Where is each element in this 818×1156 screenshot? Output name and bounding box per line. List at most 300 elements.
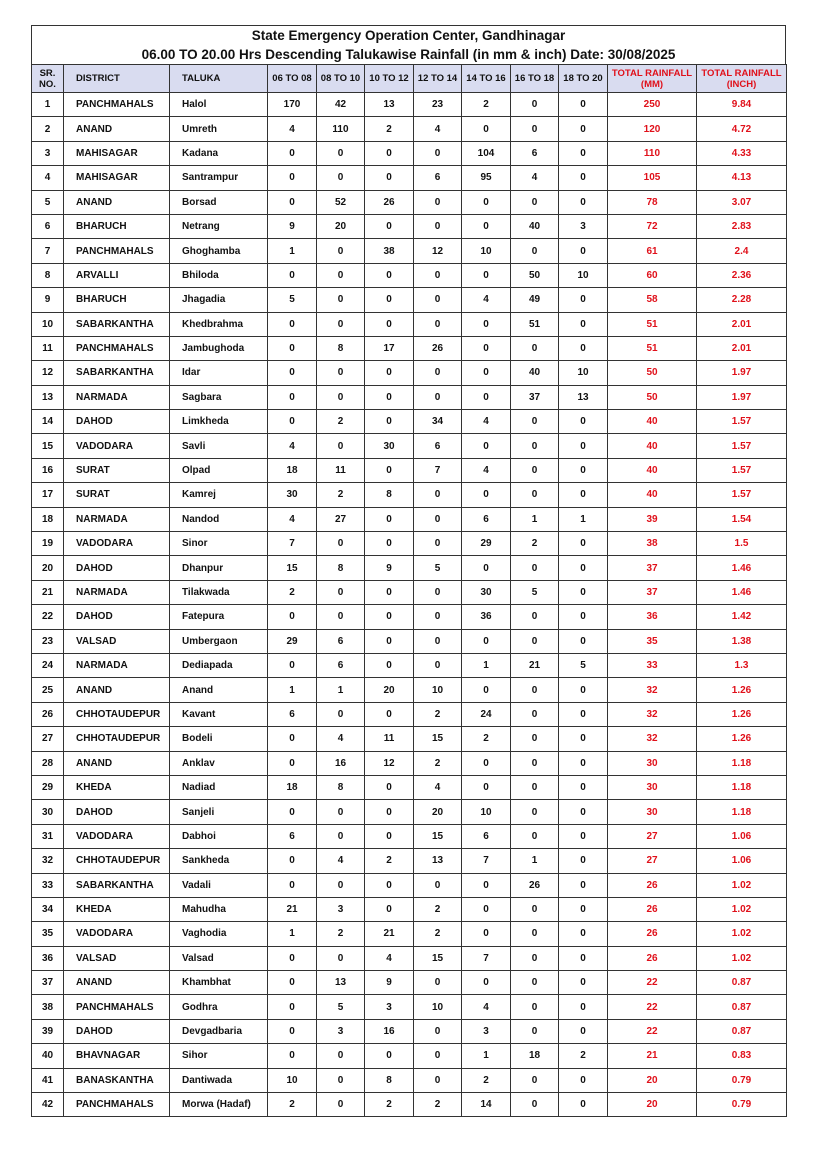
cell-08-to-10: 11 xyxy=(317,458,365,482)
cell-14-to-16: 95 xyxy=(462,166,511,190)
cell-total-inch: 1.42 xyxy=(697,605,787,629)
cell-taluka: Ghoghamba xyxy=(170,239,268,263)
cell-06-to-08: 0 xyxy=(268,1044,317,1068)
cell-16-to-18: 4 xyxy=(511,166,559,190)
cell-total-mm: 27 xyxy=(608,824,697,848)
cell-sr-no: 40 xyxy=(32,1044,64,1068)
cell-total-inch: 2.28 xyxy=(697,288,787,312)
cell-08-to-10: 13 xyxy=(317,971,365,995)
table-row xyxy=(32,678,787,702)
cell-14-to-16: 2 xyxy=(462,727,511,751)
cell-taluka: Jhagadia xyxy=(170,288,268,312)
cell-sr-no: 20 xyxy=(32,556,64,580)
cell-taluka: Borsad xyxy=(170,190,268,214)
cell-10-to-12: 0 xyxy=(365,580,414,604)
cell-16-to-18: 0 xyxy=(511,1093,559,1117)
cell-14-to-16: 4 xyxy=(462,288,511,312)
cell-08-to-10: 0 xyxy=(317,312,365,336)
cell-sr-no: 9 xyxy=(32,288,64,312)
cell-taluka: Anklav xyxy=(170,751,268,775)
cell-district: DAHOD xyxy=(64,800,170,824)
cell-10-to-12: 0 xyxy=(365,873,414,897)
cell-sr-no: 35 xyxy=(32,922,64,946)
cell-14-to-16: 3 xyxy=(462,1019,511,1043)
cell-sr-no: 41 xyxy=(32,1068,64,1092)
table-row xyxy=(32,873,787,897)
cell-total-mm: 40 xyxy=(608,458,697,482)
cell-12-to-14: 23 xyxy=(414,93,462,117)
cell-taluka: Sinor xyxy=(170,532,268,556)
cell-16-to-18: 0 xyxy=(511,995,559,1019)
cell-08-to-10: 0 xyxy=(317,288,365,312)
cell-18-to-20: 0 xyxy=(559,117,608,141)
cell-08-to-10: 52 xyxy=(317,190,365,214)
cell-14-to-16: 2 xyxy=(462,93,511,117)
cell-district: DAHOD xyxy=(64,410,170,434)
cell-10-to-12: 0 xyxy=(365,824,414,848)
cell-sr-no: 36 xyxy=(32,946,64,970)
cell-10-to-12: 8 xyxy=(365,483,414,507)
cell-sr-no: 38 xyxy=(32,995,64,1019)
cell-16-to-18: 1 xyxy=(511,849,559,873)
cell-total-inch: 1.3 xyxy=(697,653,787,677)
cell-14-to-16: 0 xyxy=(462,873,511,897)
cell-sr-no: 17 xyxy=(32,483,64,507)
cell-12-to-14: 0 xyxy=(414,605,462,629)
cell-10-to-12: 0 xyxy=(365,702,414,726)
cell-12-to-14: 0 xyxy=(414,288,462,312)
cell-sr-no: 27 xyxy=(32,727,64,751)
cell-06-to-08: 0 xyxy=(268,166,317,190)
cell-14-to-16: 36 xyxy=(462,605,511,629)
cell-district: ANAND xyxy=(64,971,170,995)
cell-12-to-14: 2 xyxy=(414,751,462,775)
cell-taluka: Halol xyxy=(170,93,268,117)
cell-district: BHARUCH xyxy=(64,288,170,312)
cell-14-to-16: 0 xyxy=(462,897,511,921)
cell-16-to-18: 0 xyxy=(511,556,559,580)
cell-taluka: Umreth xyxy=(170,117,268,141)
cell-18-to-20: 2 xyxy=(559,1044,608,1068)
cell-16-to-18: 0 xyxy=(511,775,559,799)
cell-total-inch: 1.18 xyxy=(697,800,787,824)
header-18-to-20: 18 TO 20 xyxy=(559,65,608,93)
cell-14-to-16: 0 xyxy=(462,922,511,946)
cell-08-to-10: 0 xyxy=(317,239,365,263)
cell-18-to-20: 0 xyxy=(559,702,608,726)
cell-district: PANCHMAHALS xyxy=(64,93,170,117)
cell-total-mm: 60 xyxy=(608,263,697,287)
cell-06-to-08: 0 xyxy=(268,751,317,775)
cell-district: DAHOD xyxy=(64,556,170,580)
cell-12-to-14: 15 xyxy=(414,824,462,848)
table-row xyxy=(32,166,787,190)
cell-total-inch: 1.5 xyxy=(697,532,787,556)
cell-total-inch: 1.02 xyxy=(697,922,787,946)
cell-taluka: Sagbara xyxy=(170,385,268,409)
cell-16-to-18: 6 xyxy=(511,141,559,165)
cell-18-to-20: 0 xyxy=(559,239,608,263)
cell-18-to-20: 0 xyxy=(559,288,608,312)
cell-taluka: Santrampur xyxy=(170,166,268,190)
cell-total-inch: 9.84 xyxy=(697,93,787,117)
cell-18-to-20: 0 xyxy=(559,775,608,799)
cell-12-to-14: 0 xyxy=(414,507,462,531)
table-row xyxy=(32,995,787,1019)
cell-total-inch: 1.97 xyxy=(697,385,787,409)
header-total-inch: TOTAL RAINFALL (INCH) xyxy=(697,65,787,93)
cell-district: NARMADA xyxy=(64,507,170,531)
cell-taluka: Savli xyxy=(170,434,268,458)
cell-total-mm: 72 xyxy=(608,214,697,238)
cell-06-to-08: 170 xyxy=(268,93,317,117)
cell-18-to-20: 0 xyxy=(559,629,608,653)
table-row xyxy=(32,93,787,117)
cell-16-to-18: 2 xyxy=(511,532,559,556)
table-row xyxy=(32,336,787,360)
cell-taluka: Kavant xyxy=(170,702,268,726)
cell-16-to-18: 0 xyxy=(511,117,559,141)
cell-taluka: Sihor xyxy=(170,1044,268,1068)
cell-total-mm: 30 xyxy=(608,751,697,775)
cell-district: PANCHMAHALS xyxy=(64,995,170,1019)
cell-18-to-20: 0 xyxy=(559,751,608,775)
cell-18-to-20: 0 xyxy=(559,556,608,580)
cell-sr-no: 6 xyxy=(32,214,64,238)
cell-16-to-18: 0 xyxy=(511,971,559,995)
cell-total-inch: 1.02 xyxy=(697,873,787,897)
cell-16-to-18: 0 xyxy=(511,483,559,507)
cell-08-to-10: 6 xyxy=(317,653,365,677)
cell-total-inch: 0.87 xyxy=(697,971,787,995)
cell-district: DAHOD xyxy=(64,605,170,629)
cell-10-to-12: 3 xyxy=(365,995,414,1019)
cell-08-to-10: 8 xyxy=(317,775,365,799)
cell-08-to-10: 0 xyxy=(317,1044,365,1068)
cell-district: BHARUCH xyxy=(64,214,170,238)
cell-district: SABARKANTHA xyxy=(64,361,170,385)
cell-sr-no: 19 xyxy=(32,532,64,556)
cell-06-to-08: 0 xyxy=(268,971,317,995)
cell-total-inch: 2.83 xyxy=(697,214,787,238)
table-row xyxy=(32,507,787,531)
cell-district: SURAT xyxy=(64,483,170,507)
cell-08-to-10: 16 xyxy=(317,751,365,775)
cell-08-to-10: 1 xyxy=(317,678,365,702)
title-line-1: State Emergency Operation Center, Gandhinagar xyxy=(251,28,566,43)
cell-16-to-18: 1 xyxy=(511,507,559,531)
header-10-to-12: 10 TO 12 xyxy=(365,65,414,93)
cell-sr-no: 28 xyxy=(32,751,64,775)
table-row xyxy=(32,605,787,629)
cell-08-to-10: 0 xyxy=(317,385,365,409)
cell-12-to-14: 0 xyxy=(414,483,462,507)
cell-06-to-08: 0 xyxy=(268,946,317,970)
cell-06-to-08: 2 xyxy=(268,1093,317,1117)
cell-total-inch: 1.46 xyxy=(697,556,787,580)
cell-total-inch: 1.26 xyxy=(697,678,787,702)
cell-taluka: Khedbrahma xyxy=(170,312,268,336)
cell-taluka: Mahudha xyxy=(170,897,268,921)
cell-18-to-20: 0 xyxy=(559,727,608,751)
cell-total-mm: 61 xyxy=(608,239,697,263)
cell-10-to-12: 30 xyxy=(365,434,414,458)
cell-total-inch: 1.06 xyxy=(697,849,787,873)
cell-12-to-14: 2 xyxy=(414,702,462,726)
header-sr-no: SR. NO. xyxy=(32,65,64,93)
cell-06-to-08: 0 xyxy=(268,263,317,287)
cell-14-to-16: 0 xyxy=(462,336,511,360)
cell-total-inch: 1.46 xyxy=(697,580,787,604)
cell-14-to-16: 0 xyxy=(462,190,511,214)
cell-14-to-16: 10 xyxy=(462,239,511,263)
cell-08-to-10: 0 xyxy=(317,1068,365,1092)
cell-sr-no: 10 xyxy=(32,312,64,336)
cell-16-to-18: 37 xyxy=(511,385,559,409)
cell-10-to-12: 0 xyxy=(365,629,414,653)
cell-10-to-12: 0 xyxy=(365,775,414,799)
cell-taluka: Vaghodia xyxy=(170,922,268,946)
cell-06-to-08: 0 xyxy=(268,653,317,677)
cell-14-to-16: 0 xyxy=(462,678,511,702)
cell-08-to-10: 0 xyxy=(317,141,365,165)
cell-12-to-14: 0 xyxy=(414,653,462,677)
cell-14-to-16: 104 xyxy=(462,141,511,165)
cell-total-mm: 36 xyxy=(608,605,697,629)
cell-10-to-12: 0 xyxy=(365,507,414,531)
cell-taluka: Idar xyxy=(170,361,268,385)
cell-taluka: Dediapada xyxy=(170,653,268,677)
cell-06-to-08: 0 xyxy=(268,727,317,751)
cell-16-to-18: 0 xyxy=(511,1019,559,1043)
table-row xyxy=(32,727,787,751)
cell-08-to-10: 0 xyxy=(317,361,365,385)
cell-total-inch: 1.18 xyxy=(697,751,787,775)
header-taluka: TALUKA xyxy=(170,65,268,93)
cell-sr-no: 16 xyxy=(32,458,64,482)
cell-total-inch: 0.79 xyxy=(697,1068,787,1092)
cell-18-to-20: 3 xyxy=(559,214,608,238)
table-row xyxy=(32,361,787,385)
cell-18-to-20: 0 xyxy=(559,800,608,824)
table-row xyxy=(32,824,787,848)
cell-16-to-18: 49 xyxy=(511,288,559,312)
cell-total-inch: 4.72 xyxy=(697,117,787,141)
cell-18-to-20: 0 xyxy=(559,580,608,604)
cell-06-to-08: 0 xyxy=(268,385,317,409)
cell-08-to-10: 0 xyxy=(317,873,365,897)
cell-06-to-08: 18 xyxy=(268,775,317,799)
table-row xyxy=(32,532,787,556)
cell-district: VADODARA xyxy=(64,532,170,556)
cell-12-to-14: 2 xyxy=(414,1093,462,1117)
table-row xyxy=(32,775,787,799)
cell-10-to-12: 0 xyxy=(365,532,414,556)
cell-total-inch: 0.87 xyxy=(697,995,787,1019)
cell-16-to-18: 0 xyxy=(511,702,559,726)
cell-12-to-14: 0 xyxy=(414,532,462,556)
cell-08-to-10: 0 xyxy=(317,946,365,970)
table-row xyxy=(32,288,787,312)
cell-08-to-10: 2 xyxy=(317,410,365,434)
cell-sr-no: 4 xyxy=(32,166,64,190)
cell-total-inch: 2.4 xyxy=(697,239,787,263)
header-row xyxy=(32,65,787,93)
cell-district: VALSAD xyxy=(64,629,170,653)
cell-total-mm: 22 xyxy=(608,971,697,995)
table-row xyxy=(32,190,787,214)
cell-taluka: Jambughoda xyxy=(170,336,268,360)
cell-14-to-16: 4 xyxy=(462,995,511,1019)
cell-total-mm: 35 xyxy=(608,629,697,653)
cell-total-mm: 40 xyxy=(608,434,697,458)
cell-district: MAHISAGAR xyxy=(64,141,170,165)
cell-12-to-14: 6 xyxy=(414,434,462,458)
header-16-to-18: 16 TO 18 xyxy=(511,65,559,93)
cell-14-to-16: 0 xyxy=(462,775,511,799)
cell-district: KHEDA xyxy=(64,897,170,921)
cell-10-to-12: 9 xyxy=(365,556,414,580)
cell-06-to-08: 18 xyxy=(268,458,317,482)
header-district: DISTRICT xyxy=(64,65,170,93)
table-row xyxy=(32,141,787,165)
cell-district: ANAND xyxy=(64,751,170,775)
cell-08-to-10: 0 xyxy=(317,702,365,726)
cell-14-to-16: 0 xyxy=(462,556,511,580)
cell-10-to-12: 9 xyxy=(365,971,414,995)
cell-18-to-20: 0 xyxy=(559,605,608,629)
cell-10-to-12: 0 xyxy=(365,1044,414,1068)
table-row xyxy=(32,483,787,507)
table-row xyxy=(32,214,787,238)
cell-18-to-20: 0 xyxy=(559,141,608,165)
cell-total-inch: 1.57 xyxy=(697,410,787,434)
cell-06-to-08: 21 xyxy=(268,897,317,921)
cell-total-inch: 1.54 xyxy=(697,507,787,531)
cell-14-to-16: 0 xyxy=(462,751,511,775)
cell-district: VALSAD xyxy=(64,946,170,970)
cell-taluka: Valsad xyxy=(170,946,268,970)
table-row xyxy=(32,971,787,995)
cell-total-mm: 21 xyxy=(608,1044,697,1068)
cell-06-to-08: 1 xyxy=(268,678,317,702)
cell-14-to-16: 0 xyxy=(462,312,511,336)
cell-08-to-10: 0 xyxy=(317,166,365,190)
cell-total-mm: 32 xyxy=(608,727,697,751)
cell-total-mm: 39 xyxy=(608,507,697,531)
table-row xyxy=(32,922,787,946)
cell-10-to-12: 38 xyxy=(365,239,414,263)
cell-16-to-18: 0 xyxy=(511,93,559,117)
cell-16-to-18: 40 xyxy=(511,361,559,385)
cell-14-to-16: 2 xyxy=(462,1068,511,1092)
cell-14-to-16: 30 xyxy=(462,580,511,604)
table-row xyxy=(32,580,787,604)
cell-18-to-20: 0 xyxy=(559,410,608,434)
cell-06-to-08: 10 xyxy=(268,1068,317,1092)
table-row xyxy=(32,653,787,677)
cell-total-mm: 26 xyxy=(608,897,697,921)
cell-12-to-14: 15 xyxy=(414,727,462,751)
cell-08-to-10: 2 xyxy=(317,483,365,507)
cell-06-to-08: 0 xyxy=(268,605,317,629)
cell-14-to-16: 6 xyxy=(462,507,511,531)
cell-sr-no: 14 xyxy=(32,410,64,434)
cell-total-inch: 1.57 xyxy=(697,458,787,482)
cell-08-to-10: 0 xyxy=(317,824,365,848)
cell-18-to-20: 0 xyxy=(559,946,608,970)
cell-18-to-20: 0 xyxy=(559,458,608,482)
cell-10-to-12: 0 xyxy=(365,458,414,482)
cell-district: PANCHMAHALS xyxy=(64,239,170,263)
cell-district: ANAND xyxy=(64,678,170,702)
table-row xyxy=(32,385,787,409)
cell-14-to-16: 7 xyxy=(462,946,511,970)
cell-total-inch: 1.02 xyxy=(697,946,787,970)
cell-06-to-08: 0 xyxy=(268,873,317,897)
cell-06-to-08: 0 xyxy=(268,800,317,824)
cell-taluka: Kamrej xyxy=(170,483,268,507)
header-06-to-08: 06 TO 08 xyxy=(268,65,317,93)
cell-12-to-14: 0 xyxy=(414,263,462,287)
cell-12-to-14: 0 xyxy=(414,312,462,336)
rainfall-table xyxy=(31,64,787,1117)
cell-18-to-20: 0 xyxy=(559,312,608,336)
table-row xyxy=(32,312,787,336)
cell-sr-no: 15 xyxy=(32,434,64,458)
cell-total-mm: 50 xyxy=(608,361,697,385)
cell-sr-no: 30 xyxy=(32,800,64,824)
cell-14-to-16: 0 xyxy=(462,263,511,287)
cell-district: VADODARA xyxy=(64,824,170,848)
cell-14-to-16: 7 xyxy=(462,849,511,873)
cell-total-mm: 110 xyxy=(608,141,697,165)
cell-taluka: Nadiad xyxy=(170,775,268,799)
rainfall-report xyxy=(31,25,786,1117)
cell-taluka: Fatepura xyxy=(170,605,268,629)
cell-taluka: Olpad xyxy=(170,458,268,482)
cell-06-to-08: 30 xyxy=(268,483,317,507)
cell-08-to-10: 0 xyxy=(317,1093,365,1117)
cell-16-to-18: 0 xyxy=(511,922,559,946)
cell-total-inch: 1.57 xyxy=(697,434,787,458)
cell-08-to-10: 8 xyxy=(317,556,365,580)
title-line-2: 06.00 TO 20.00 Hrs Descending Talukawise Rainfall (in mm & inch) Date: 30/08/2025 xyxy=(141,47,676,62)
cell-12-to-14: 0 xyxy=(414,361,462,385)
cell-total-mm: 40 xyxy=(608,483,697,507)
cell-district: BANASKANTHA xyxy=(64,1068,170,1092)
cell-08-to-10: 0 xyxy=(317,800,365,824)
cell-08-to-10: 5 xyxy=(317,995,365,1019)
cell-14-to-16: 0 xyxy=(462,117,511,141)
header-total-mm: TOTAL RAINFALL (MM) xyxy=(608,65,697,93)
cell-total-mm: 26 xyxy=(608,946,697,970)
cell-total-inch: 3.07 xyxy=(697,190,787,214)
cell-total-inch: 1.02 xyxy=(697,897,787,921)
cell-10-to-12: 0 xyxy=(365,141,414,165)
cell-total-inch: 0.87 xyxy=(697,1019,787,1043)
cell-total-mm: 20 xyxy=(608,1093,697,1117)
cell-district: CHHOTAUDEPUR xyxy=(64,727,170,751)
cell-18-to-20: 0 xyxy=(559,995,608,1019)
cell-06-to-08: 1 xyxy=(268,922,317,946)
cell-taluka: Devgadbaria xyxy=(170,1019,268,1043)
cell-10-to-12: 2 xyxy=(365,1093,414,1117)
table-row xyxy=(32,556,787,580)
cell-10-to-12: 20 xyxy=(365,678,414,702)
header-12-to-14: 12 TO 14 xyxy=(414,65,462,93)
cell-16-to-18: 0 xyxy=(511,946,559,970)
